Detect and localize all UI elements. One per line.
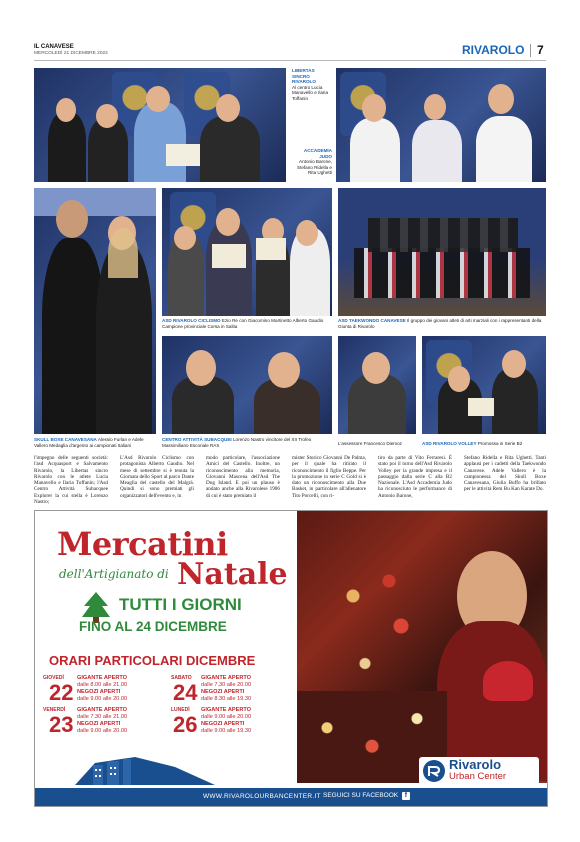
caption-assessore: L'assessore Francesco Diemoz [338, 441, 402, 446]
ad-orari-heading: ORARI PARTICOLARI DICEMBRE [49, 653, 256, 668]
photo-libertas-sincro [34, 68, 286, 182]
caption-volley: ASD RIVAROLO VOLLEY Promossa in Serie B2 [422, 441, 523, 446]
article-col-2: L'Asd Rivarolo Ciclismo con protagonista Alberto Gaudio. Nel mese di settembre si è tenuta la Giornata dello Sport al parco Dante Meaglia del castello del Malgrà. Quindi si sono premiati gli organizzatori dell'evento e, in [120, 455, 194, 499]
ad-everyday-1: TUTTI I GIORNI [119, 595, 242, 614]
day-block-26: LUNEDÌ 26 GIGANTE APERTO dalle 9.00 alle 20.00 NEGOZI APERTI dalle 9.00 alle 19.30 [171, 707, 252, 737]
page-number: 7 [537, 43, 544, 57]
issue-date: MERCOLEDÌ 21 DICEMBRE 2022 [34, 51, 108, 56]
caption-libertas: LIBERTAS SINCRO RIVAROLO Al centro Lucia Manavello e Ilaria Toffanin [292, 68, 329, 101]
photo-subacquei [162, 336, 332, 434]
caption-skull: SKULL BOXE CANAVESANA Alessio Furlan e Adele Vallero Medaglia d'argento ai campionati Italiani [34, 437, 144, 448]
article-col-5: tiro da parte di Vito Ferraresi. È stato poi il turno dell'Asd Rivarolo Volley per la grande impresa e il passaggio dalla serie C alla B2 Nazionale. L'Asd Accademia Judo ha riconosciuto le performance di Antonio Barone, [378, 455, 452, 499]
photo-ciclismo [162, 188, 332, 316]
photo-taekwondo [338, 188, 546, 316]
ad-facebook-link[interactable]: SEGUICI SU FACEBOOK f [323, 792, 410, 800]
caption-taekwondo: ASD TAEKWONDO CANAVESE Il gruppo dei giovani atleti di arti marziali con i rappresentanti della Giunta di Rivarolo [338, 318, 542, 329]
paper-name: IL CANAVESE [34, 44, 74, 50]
caption-ciclismo: ASD RIVAROLO CICLISMO Ezio Re con Giacomino Martinetto Alberto Gaudio Campione provinciale Corsa in Salita [162, 318, 324, 329]
photo-volley [422, 336, 546, 434]
ad-everyday-2: FINO AL 24 DICEMBRE [79, 619, 227, 634]
article-col-6: Stefano Ridella e Rita Ughetti. Tanti applausi per i cadetti della Taekwondo Canavese. Adele Vallero è la campionessa del Skull Boxe Canavesana, Giulia Buffo ha brillato per le attività Rem Bu Kan Karate Do. [464, 455, 546, 493]
ad-title-1: Mercatini [57, 525, 228, 563]
ad-photo-market [297, 511, 547, 783]
logo-mark-icon [423, 760, 445, 782]
day-block-24: SABATO 24 GIGANTE APERTO dalle 7.30 alle 20.00 NEGOZI APERTI dalle 8.30 alle 19.30 [171, 675, 252, 705]
caption-subacquei: CENTRO ATTIVITÀ SUBACQUEI Lorenzo Nastro vincitore del XII Trofeo Massimiliano Escoriale RAS [162, 437, 312, 448]
article-col-3: modo particolare, l'associazione Amici del Castello. Inoltre, un riconoscimento alla memoria, Giovanni Mascena dell'Asd The Dog Island. E poi un plauso è andato anche alla Rivarolese 1906 di cui è stato premiato il [206, 455, 280, 499]
ad-title-2: Natale [177, 557, 288, 592]
christmas-market-ad [34, 510, 548, 807]
logo-brand-1: Rivarolo [449, 757, 502, 772]
photo-assessore [338, 336, 416, 434]
masthead [34, 44, 108, 56]
photo-accademia-judo [336, 68, 546, 182]
section-title: RIVAROLO [462, 43, 525, 57]
article-col-1: l'impegno delle seguenti società: l'asd Acquasport e Salvamento Rivarolo, la Libertas sincro Rivarolo con le atlete Lucia Manavello e Ilaria Toffanin; l'Asd Centro Attività Subacquee Explorer la cui stella è Lorenzo Nastro; [34, 455, 108, 506]
facebook-icon: f [402, 792, 410, 800]
ad-subtitle: dell'Artigianato di [59, 567, 169, 581]
day-block-22: GIOVEDÌ 22 GIGANTE APERTO dalle 8.00 alle 21.00 NEGOZI APERTI dalle 9.00 alle 20.00 [43, 675, 128, 705]
day-block-23: VENERDÌ 23 GIGANTE APERTO dalle 7.30 alle 21.00 NEGOZI APERTI dalle 9.00 alle 20.00 [43, 707, 128, 737]
ad-website-link[interactable]: WWW.RIVAROLOURBANCENTER.IT [203, 793, 321, 800]
logo-brand-2: Urban Center [449, 771, 507, 782]
urban-center-building-icon [75, 743, 215, 785]
rivarolo-urban-center-logo [419, 757, 539, 785]
page-divider [530, 44, 531, 57]
caption-accademia: ACCADEMIA JUDO Antonio Barone, Stefano Ridella e Rita Ughetti [297, 148, 332, 176]
photo-skull-boxe [34, 188, 156, 434]
header-rule [34, 60, 546, 61]
article-col-4: mister Storico Giovanni De Palma, per il quale ha ritirato il riconoscimento il figlio Beppe. Per la promozione in serie C Gold si è dato un riconoscimento alla Due Basket, in particolare all'allenatore Tito Porcelli, con ri- [292, 455, 366, 499]
